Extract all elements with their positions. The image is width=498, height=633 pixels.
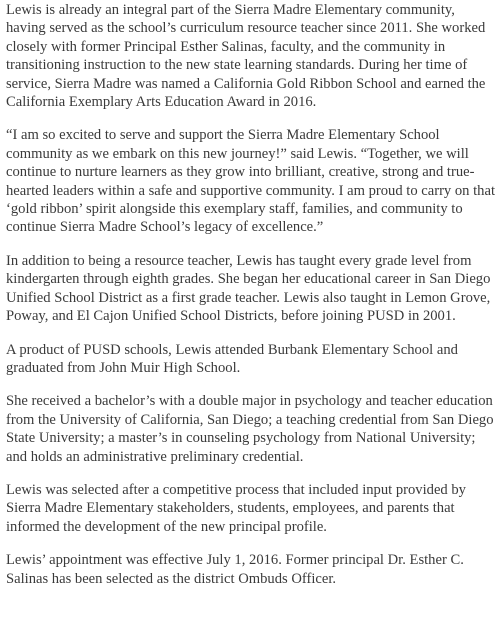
paragraph-effective-date: Lewis’ appointment was effective July 1, 2016. Former principal Dr. Esther C. Salinas has been selected as the district Ombuds Officer. [6,552,464,587]
paragraph-appointment-background: Lewis is already an integral part of the Sierra Madre Elementary community, having served as the school’s curriculum resource teacher since 2011. She worked closely with former Principal Esther Salinas, faculty, and the community in transitioning instruction to the new state learning standards. During her time of service, Sierra Madre was named a California Gold Ribbon School and earned the California Exemplary Arts Education Award in 2016. [6,2,486,111]
paragraph-selection-process: Lewis was selected after a competitive process that included input provided by Sierra Madre Elementary stakeholders, students, employees, and parents that informed the development of the new principal profile. [6,481,466,535]
paragraph-pusd-schools: A product of PUSD schools, Lewis attended Burbank Elementary School and graduated from John Muir High School. [6,341,458,376]
paragraph-teaching-experience: In addition to being a resource teacher, Lewis has taught every grade level from kindergarten through eighth grades. She began her educational career in San Diego Unified School District as a first grade teacher. Lewis also taught in Lemon Grove, Poway, and El Cajon Unified School Districts, before joining PUSD in 2001. [6,252,491,325]
paragraph-education: She received a bachelor’s with a double major in psychology and teacher education from the University of California, San Diego; a teaching credential from San Diego State University; a master’s in counseling psychology from National University; and holds an administrative preliminary credential. [6,393,494,465]
paragraph-lewis-quote: “I am so excited to serve and support the Sierra Madre Elementary School community as we embark on this new journey!” said Lewis. “Together, we will continue to nurture learners as they grow into brilliant, creative, strong and true-hearted leaders within a safe and supportive community. I am proud to carry on that ‘gold ribbon’ spirit alongside this exemplary staff, families, and community to continue Sierra Madre School’s legacy of excellence.” [6,127,496,236]
article-body [6,1,496,603]
